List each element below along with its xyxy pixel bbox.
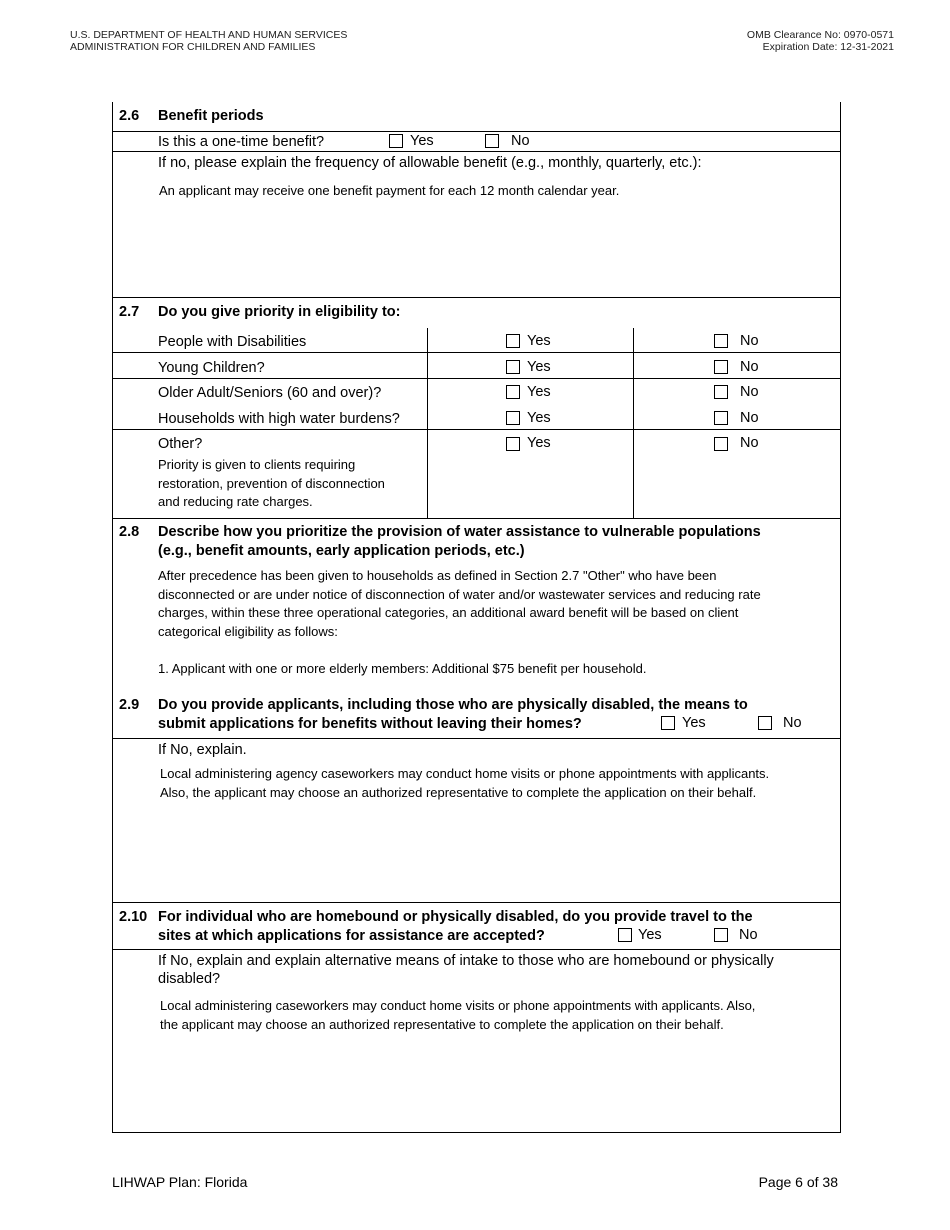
answer-line: charges, within these three operational categories, an additional award benefit will be based on client	[158, 605, 739, 620]
one-time-no-checkbox[interactable]	[485, 134, 499, 148]
priority-children-no-checkbox[interactable]	[714, 360, 728, 374]
expiration-date: Expiration Date: 12-31-2021	[762, 41, 894, 53]
row-divider	[113, 738, 840, 739]
checkbox-label: No	[740, 359, 759, 375]
title-line: For individual who are homebound or physically disabled, do you provide travel to the	[158, 909, 753, 925]
row-divider	[113, 151, 840, 152]
title-line: sites at which applications for assistance are accepted?	[158, 927, 545, 944]
title-line: Do you provide applicants, including those who are physically disabled, the means to	[158, 697, 748, 713]
section-number: 2.9	[119, 697, 140, 713]
checkbox-label: Yes	[527, 384, 551, 400]
priority-seniors-yes-checkbox[interactable]	[506, 385, 520, 399]
checkbox-label: Yes	[410, 133, 434, 149]
home-application-yes-checkbox[interactable]	[661, 716, 675, 730]
title-line: (e.g., benefit amounts, early application periods, etc.)	[158, 542, 525, 559]
home-application-no-checkbox[interactable]	[758, 716, 772, 730]
checkbox-label: Yes	[527, 359, 551, 375]
priority-row-label: Older Adult/Seniors (60 and over)?	[158, 385, 382, 401]
answer-line: and reducing rate charges.	[158, 494, 313, 509]
title-line: Describe how you prioritize the provision of water assistance to vulnerable populations	[158, 524, 761, 540]
checkbox-label: No	[783, 715, 802, 731]
priority-disabilities-yes-checkbox[interactable]	[506, 334, 520, 348]
prompt-line: If No, explain and explain alternative means of intake to those who are homebound or physically	[158, 953, 774, 969]
section-number: 2.7	[119, 304, 140, 320]
other-priority-explanation[interactable]	[158, 456, 385, 512]
answer-line: Priority is given to clients requiring	[158, 457, 356, 472]
checkbox-label: No	[740, 384, 759, 400]
title-line: submit applications for benefits without leaving their homes?	[158, 715, 582, 732]
priority-other-no-checkbox[interactable]	[714, 437, 728, 451]
priority-other-yes-checkbox[interactable]	[506, 437, 520, 451]
one-time-benefit-question: Is this a one-time benefit?	[158, 134, 325, 150]
answer-line: Local administering caseworkers may conduct home visits or phone appointments with applicants. Also,	[160, 998, 756, 1013]
answer-line: restoration, prevention of disconnection	[158, 475, 385, 491]
column-divider	[427, 328, 428, 518]
column-divider	[633, 328, 634, 518]
checkbox-label: No	[740, 410, 759, 426]
section-divider	[113, 297, 840, 298]
checkbox-label: No	[740, 435, 759, 451]
frequency-answer[interactable]: An applicant may receive one benefit payment for each 12 month calendar year.	[159, 183, 620, 198]
checkbox-label: No	[740, 333, 759, 349]
answer-line: Also, the applicant may choose an authorized representative to complete the application on their behalf.	[160, 784, 757, 800]
checkbox-label: No	[511, 133, 530, 149]
section-title: Benefit periods	[158, 108, 264, 124]
checkbox-label: Yes	[527, 435, 551, 451]
priority-row-label: Households with high water burdens?	[158, 411, 400, 427]
answer-line: disconnected or are under notice of disconnection of water and/or wastewater services and reducing rate	[158, 586, 761, 602]
priority-row-label: Other?	[158, 436, 203, 452]
prioritization-answer[interactable]	[158, 567, 761, 641]
priority-row-label: People with Disabilities	[158, 334, 307, 350]
section-divider	[113, 902, 840, 903]
section-title: Do you give priority in eligibility to:	[158, 304, 401, 320]
plan-name: LIHWAP Plan: Florida	[112, 1174, 248, 1190]
section-title	[158, 696, 748, 733]
prioritization-item: 1. Applicant with one or more elderly members: Additional $75 benefit per household.	[158, 661, 647, 676]
row-divider	[113, 378, 840, 379]
answer-line: After precedence has been given to households as defined in Section 2.7 "Other" who have been	[158, 568, 717, 583]
answer-line: Local administering agency caseworkers may conduct home visits or phone appointments with applicants.	[160, 766, 770, 781]
section-number: 2.10	[119, 909, 148, 925]
travel-provided-no-checkbox[interactable]	[714, 928, 728, 942]
explain-prompt	[158, 952, 774, 988]
page-number: Page 6 of 38	[758, 1174, 838, 1190]
department-name: U.S. DEPARTMENT OF HEALTH AND HUMAN SERVICES	[70, 29, 348, 41]
page-header-left	[70, 29, 347, 53]
page-header-right	[747, 29, 894, 53]
priority-water-burden-no-checkbox[interactable]	[714, 411, 728, 425]
prompt-line: disabled?	[158, 971, 221, 987]
answer-line: categorical eligibility as follows:	[158, 623, 338, 639]
row-divider	[113, 949, 840, 950]
priority-water-burden-yes-checkbox[interactable]	[506, 411, 520, 425]
checkbox-label: Yes	[638, 927, 662, 943]
checkbox-label: No	[739, 927, 758, 943]
administration-name: ADMINISTRATION FOR CHILDREN AND FAMILIES	[70, 41, 316, 53]
section-title	[158, 908, 753, 945]
omb-clearance: OMB Clearance No: 0970-0571	[746, 29, 894, 41]
answer-line: the applicant may choose an authorized representative to complete the application on their behalf.	[160, 1016, 724, 1032]
form-table	[112, 102, 841, 1133]
one-time-yes-checkbox[interactable]	[389, 134, 403, 148]
priority-disabilities-no-checkbox[interactable]	[714, 334, 728, 348]
priority-row-label: Young Children?	[158, 360, 265, 376]
checkbox-label: Yes	[682, 715, 706, 731]
section-title	[158, 523, 761, 560]
alternative-intake-answer[interactable]	[160, 997, 755, 1034]
explain-prompt: If No, explain.	[158, 742, 247, 758]
travel-provided-yes-checkbox[interactable]	[618, 928, 632, 942]
frequency-prompt: If no, please explain the frequency of allowable benefit (e.g., monthly, quarterly, etc.):	[158, 155, 702, 171]
section-divider	[113, 518, 840, 519]
checkbox-label: Yes	[527, 410, 551, 426]
priority-children-yes-checkbox[interactable]	[506, 360, 520, 374]
section-number: 2.8	[119, 524, 140, 540]
checkbox-label: Yes	[527, 333, 551, 349]
section-number: 2.6	[119, 108, 140, 124]
priority-seniors-no-checkbox[interactable]	[714, 385, 728, 399]
row-divider	[113, 429, 840, 430]
home-application-answer[interactable]	[160, 765, 769, 802]
row-divider	[113, 131, 840, 132]
row-divider	[113, 352, 840, 353]
